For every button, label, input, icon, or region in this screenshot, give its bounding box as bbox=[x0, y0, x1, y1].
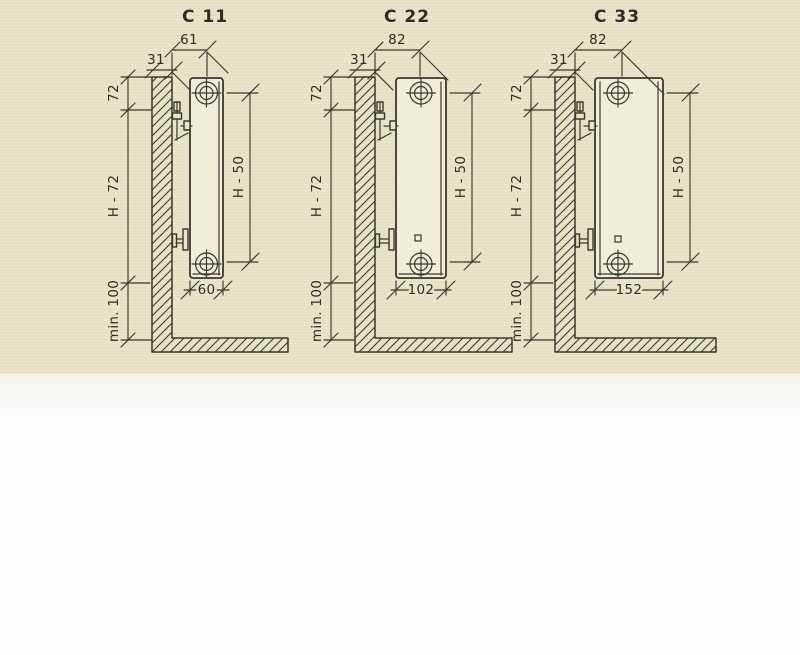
wall-bracket-bottom bbox=[576, 229, 594, 250]
wall-bracket-top bbox=[376, 102, 399, 140]
radiator-body bbox=[595, 78, 663, 278]
radiator-body bbox=[190, 78, 223, 278]
diagram-c11 bbox=[106, 7, 288, 352]
dim-left-column bbox=[309, 70, 355, 347]
bottom-depth-label: 60 bbox=[197, 282, 216, 298]
overall-height-label: H - 72 bbox=[106, 174, 122, 218]
bottom-depth-label: 152 bbox=[615, 282, 643, 298]
port-spacing-label: H - 50 bbox=[671, 155, 687, 199]
wall-offset-label: 31 bbox=[350, 52, 368, 68]
port-spacing-label: H - 50 bbox=[453, 155, 469, 199]
dim-port-spacing bbox=[667, 84, 699, 270]
top-depth-label: 82 bbox=[388, 32, 406, 48]
dim-bottom-depth bbox=[586, 281, 672, 299]
wall-offset-label: 31 bbox=[147, 52, 165, 68]
diagram-c33 bbox=[509, 7, 716, 352]
dim-port-spacing bbox=[450, 84, 481, 270]
wall-bracket-bottom bbox=[376, 229, 395, 250]
port-spacing-label: H - 50 bbox=[231, 155, 247, 199]
diagram-c22 bbox=[309, 7, 512, 352]
diagram-title: C 33 bbox=[593, 7, 641, 27]
bottom-depth-label: 102 bbox=[407, 282, 435, 298]
diagram-title: C 22 bbox=[383, 7, 431, 27]
upper-height-label: 72 bbox=[309, 84, 325, 102]
dim-top-depth bbox=[368, 32, 448, 80]
diagram-title: C 11 bbox=[181, 7, 229, 27]
top-depth-label: 82 bbox=[589, 32, 607, 48]
upper-height-label: 72 bbox=[509, 84, 525, 102]
clearance-label: min. 100 bbox=[509, 279, 525, 343]
dim-left-column bbox=[509, 70, 555, 347]
wall-bracket-bottom bbox=[173, 229, 189, 250]
dim-left-column bbox=[106, 70, 152, 347]
top-depth-label: 61 bbox=[180, 32, 198, 48]
wall-bracket-top bbox=[576, 102, 598, 140]
dim-bottom-depth bbox=[181, 281, 232, 299]
clearance-label: min. 100 bbox=[106, 279, 122, 343]
upper-height-label: 72 bbox=[106, 84, 122, 102]
dim-port-spacing bbox=[227, 84, 259, 270]
dim-bottom-depth bbox=[387, 281, 455, 299]
clearance-label: min. 100 bbox=[309, 279, 325, 343]
wall-bracket-top bbox=[173, 102, 193, 140]
overall-height-label: H - 72 bbox=[509, 174, 525, 218]
overall-height-label: H - 72 bbox=[309, 174, 325, 218]
wall-offset-label: 31 bbox=[550, 52, 568, 68]
radiator-body bbox=[396, 78, 446, 278]
